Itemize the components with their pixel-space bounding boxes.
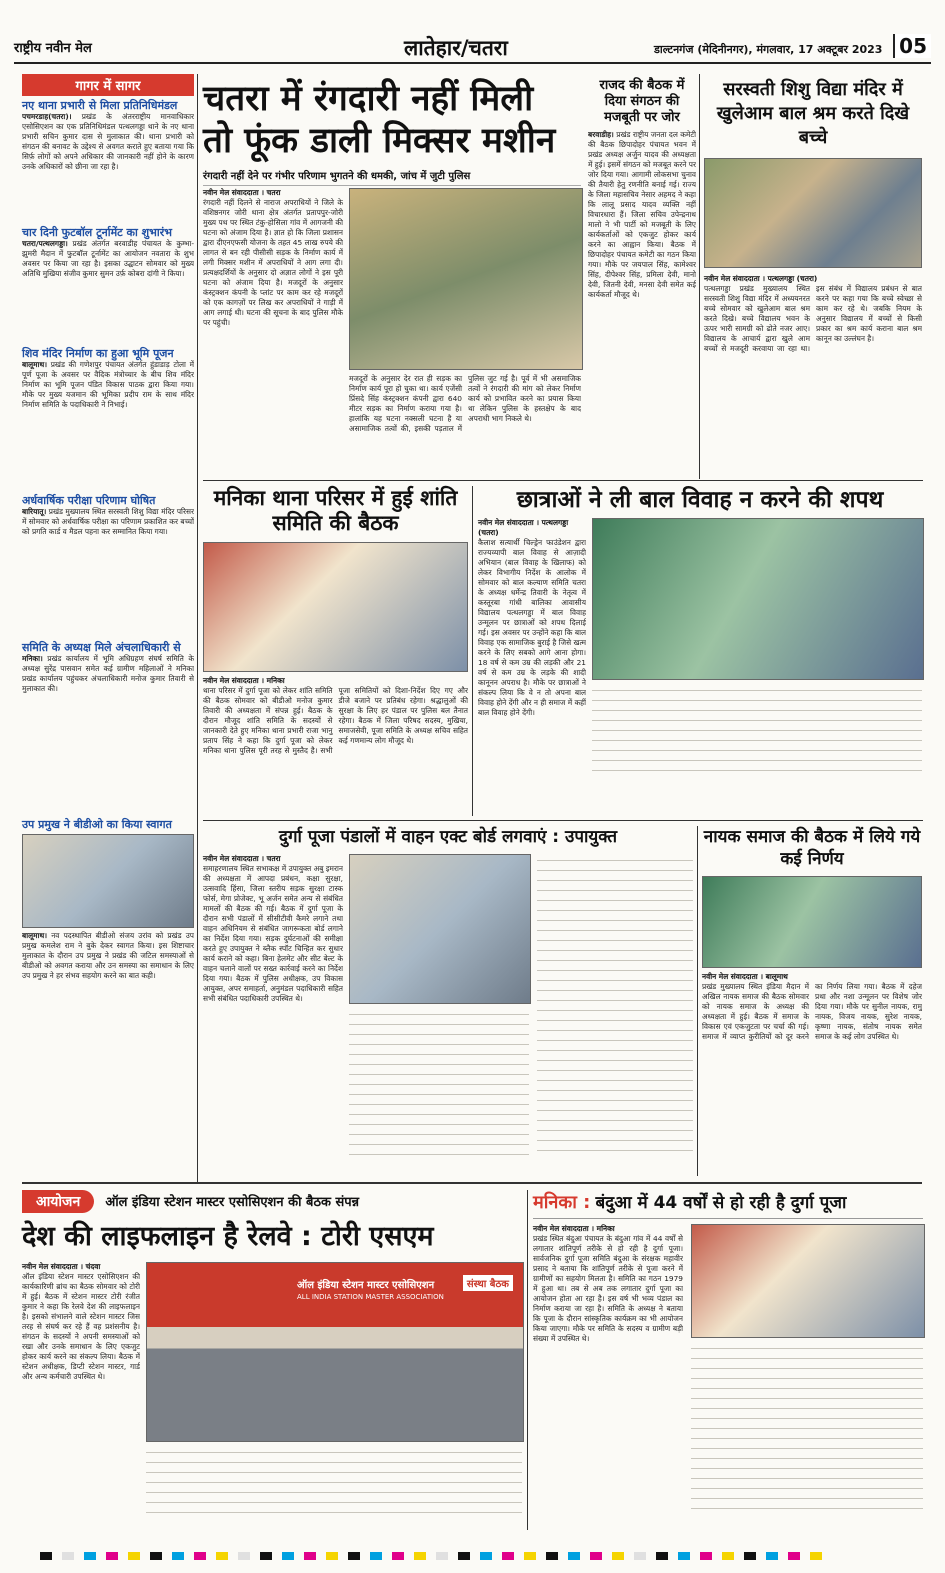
peace-meeting-photo (203, 542, 468, 672)
station-master-photo (146, 1262, 524, 1442)
nayak-story (702, 826, 922, 1176)
brief-text: बालूमाथ। प्रखंड की गणेशपुर पंचायत अंतर्गत हुंडाडाड़ टोला में पूर्ण पूजा के अवसर पर वैदिक मंत्रोच्चार के बीच शिव मंदिर निर्माण का भूमि पूजन पंडित विकास पाठक द्वारा किया गया। मौके पर मुख्य यजमान की भूमिका प्रदीप राम के साथ मंदिर निर्माण समिति के पदाधिकारी ने निभाई। (22, 360, 194, 409)
burnt-mixer-photo (349, 188, 583, 370)
horizontal-rule (22, 1182, 922, 1184)
brief-text: पचमरडाह(चतरा)। प्रखंड के अंतरराष्ट्रीय मानवाधिकार एसोसिएशन का एक प्रतिनिधिमंडल पत्थलगड्डा थाने के नए थाना प्रभारी सचिन कुमार दास से मुलाकात की। थाना प्रभारी को संगठन की बनावट के उद्देश्य से अवगत कराते हुए बताया गया कि सिर्फ़ लोगों को अपने अधिकार की जानकारी नहीं होने के कारण उनके अधिकारों को छीना जा रहा है। (22, 112, 194, 171)
column-divider (527, 1190, 528, 1530)
chhatra-text: कैलाश सत्यार्थी चिल्ड्रेन फाउंडेशन द्वारा राज्यव्यापी बाल विवाह से आज़ादी अभियान (बाल विवाह के खिलाफ) को लेकर विभागीय निर्देश के आलोक में सोमवार को बाल कल्याण समिति चतरा के अध्यक्ष धर्मेन्द्र तिवारी के नेतृत्व में कस्तूरबा गांधी बालिका आवासीय विद्यालय पत्थलगड्डा में बाल विवाह उन्मूलन पर छात्राओं को शपथ दिलाई गई। इस अवसर पर उन्होंने कहा कि बाल विवाह एक सामाजिक बुराई है जिसे खत्म करने के लिए सबको आगे आना होगा। 18 वर्ष से कम उम्र की लड़की और 21 वर्ष से कम उम्र के लड़के की शादी कानूनन अपराध है। मौके पर छात्राओं ने संकल्प लिया कि वे न तो अपना बाल विवाह होने देंगी और न ही समाज में कहीं बाल विवाह होने देंगी। (478, 538, 586, 717)
rjd-text: बरवाडीह। प्रखंड राष्ट्रीय जनता दल कमेटी की बैठक छिपादोहर पंचायत भवन में प्रखंड अध्यक्ष अर्जुन यादव की अध्यक्षता में हुई। इसमें संगठन को मजबूत करने पर जोर दिया गया। आगामी लोकसभा चुनाव की तैयारी हेतु रणनीति बनाई गई। राज्य के जिला महासचिव नेसार अहमद ने कहा कि लालू प्रसाद यादव व्यक्ति नहीं विचारधारा हैं। जिला सचिव उपेन्द्रनाथ मालो ने भी पार्टी को मजबूती के लिए कार्यकर्ताओं को एकजुट होकर कार्य करने का आह्वान किया। बैठक में छिपादोहर पंचायत कमेटी का गठन किया गया। मौके पर जयपाल सिंह, कामेश्वर सिंह, दीपेश्वर सिंह, प्रमिला देवी, मानो देवी, जितनी देवी, मनसा देवी समेत कई कार्यकर्ता मौजूद थे। (588, 130, 696, 299)
newspaper-logo: राष्ट्रीय नवीन मेल (14, 41, 92, 56)
print-color-bar (40, 1545, 920, 1555)
left-column-band: गागर में सागर (22, 74, 194, 96)
brief-item (22, 347, 194, 490)
column-divider (697, 826, 698, 1176)
manika-durga-headline: बंदुआ में 44 वर्षों से हो रही है दुर्गा पूजा (595, 1193, 847, 1213)
manika-shanti-headline: मनिका थाना परिसर में हुई शांति समिति की बैठक (213, 486, 458, 535)
nayak-headline: नायक समाज की बैठक में लिये गये कई निर्णय (703, 827, 921, 869)
lead-text-a: रंगदारी नहीं दिलने से नाराज अपराधियों ने जिले के वशिष्ठनगर जोरी थाना क्षेत्र अंतर्गत प्रतापपुर-जोरी मुख्य पथ पर स्थित टंकु-होसिला गांव में आगजनी की घटना को अंजाम दिया है। ज्ञात हो कि जिला प्रशासन द्वारा दीएनएफसी योजना के तहत 45 लाख रुपये की लागत से बन रही पीसीसी सड़क के निर्माण कार्य में लगी मिक्सर मशीन में अपराधियों ने आग लगा दी। प्रत्यक्षदर्शियों के अनुसार दो अज्ञात लोगों ने इस पूरी घटना को अंजाम दिया है। मजदूरों के अनुसार कंस्ट्रक्शन कंपनी के प्लांट पर काम कर रहे मजदूरों को एक कागज़ों पर लिख कर अपराधियों ने गाड़ी में आग लगाई थी। घटना की सूचना के बाद पुलिस मौके पर पहुंची। (203, 198, 343, 327)
dateline: डाल्टनगंज (मेदिनीनगर), मंगलवार, 17 अक्टूबर 2023 (654, 43, 883, 56)
ayojan-text: ऑल इंडिया स्टेशन मास्टर एसोसिएशन की कार्यकारिणी ब्रांच का बैठक सोमवार को टोरी में हुई। बैठक में स्टेशन मास्टर टोरी रंजीत कुमार ने कहा कि रेलवे देश की लाइफलाइन है। इसको संभालने वाले स्टेशन मास्टर जिस तरह से संघर्ष कर रहे हैं वह प्रशंसनीय है। संगठन के सदस्यों ने अपनी समस्याओं को रखा और उनके समाधान के लिए एकजुट होकर कार्य करने का संकल्प लिया। बैठक में स्टेशन अधीक्षक, डिप्टी स्टेशन मास्टर, गार्ड और अन्य कर्मचारी उपस्थित थे। (22, 1272, 140, 1381)
page-number: 05 (893, 34, 931, 58)
masthead (14, 34, 931, 64)
saraswati-byline: नवीन मेल संवाददाता । पत्थलगड्डा (चतरा) (704, 274, 818, 283)
manika-shanti-story (203, 486, 468, 816)
manika-durga-byline: नवीन मेल संवाददाता । मनिका (533, 1224, 615, 1233)
horizontal-rule (203, 480, 923, 481)
brief-headline: उप प्रमुख ने बीडीओ का किया स्वागत (22, 818, 172, 831)
brief-headline: अर्धवार्षिक परीक्षा परिणाम घोषित (22, 494, 156, 507)
chhatra-story (478, 486, 922, 816)
brief-headline: चार दिनी फुटबॉल टूर्नामेंट का शुभारंभ (22, 226, 172, 239)
brief-headline: नए थाना प्रभारी से मिला प्रतिनिधिमंडल (22, 99, 178, 112)
saraswati-story (704, 78, 922, 478)
lead-byline: नवीन मेल संवाददाता । चतरा (203, 188, 281, 197)
ayojan-text-continued (146, 1446, 522, 1520)
brief-item (22, 494, 194, 637)
rjd-story (588, 78, 696, 480)
durga-vahan-story (203, 826, 693, 1176)
photo-banner-sanstha: संस्था बैठक (463, 1275, 513, 1291)
ayojan-tag: आयोजन (22, 1190, 94, 1213)
durga-vahan-text: समाहरणालय स्थित सभाकक्ष में उपायुक्त अबु इमरान की अध्यक्षता में आपदा प्रबंधन, कक्षा सुरक्षा, उत्सवादि हिंसा, जिला स्तरीय सड़क सुरक्षा टास्क फोर्स, मेगा प्रोजेक्ट, भू अर्जन समेत अन्य से संबंधित मामलों की बैठक की गई। बैठक में दुर्गा पूजा के दौरान सभी पंडालों में सीसीटीवी कैमरे लगाने तथा वाहन अधिनियम से संबंधित जागरूकता बोर्ड लगाने का निर्देश दिया गया। सड़क दुर्घटनाओं की समीक्षा करते हुए उपायुक्त ने ब्लैक स्पॉट चिन्हित कर सुधार कार्य कराने को कहा। बिना हेलमेट और सीट बेल्ट के वाहन चलाने वालों पर सख्त कार्रवाई करने का निर्देश दिया गया। बैठक में पुलिस अधीक्षक, उप विकास आयुक्त, अपर समाहर्ता, अनुमंडल पदाधिकारी सहित सभी संबंधित पदाधिकारी उपस्थित थे। (203, 864, 343, 1003)
brief-headline: शिव मंदिर निर्माण का हुआ भूमि पूजन (22, 347, 174, 360)
horizontal-rule (203, 820, 923, 821)
durga-vahan-byline: नवीन मेल संवाददाता । चतरा (203, 854, 281, 863)
nayak-meeting-photo (702, 876, 922, 968)
manika-durga-text-continued (691, 1342, 923, 1514)
ayojan-title: ऑल इंडिया स्टेशन मास्टर एसोसिएशन की बैठक संपन्न (105, 1195, 360, 1210)
school-labour-photo (704, 158, 922, 268)
durga-vahan-text-continued (537, 854, 693, 1156)
chhatra-byline: नवीन मेल संवाददाता । पत्थलगड्डा (चतरा) (478, 518, 569, 537)
saraswati-text: पत्थलगड्डा प्रखंड मुख्यालय स्थित सरस्वती शिशु विद्या मंदिर में अध्ययनरत बच्चे सोमवार को खुलेआम बाल श्रम करते दिखे। बच्चे विद्यालय भवन के ऊपर भारी सामग्री को ढोते नजर आए। विद्यालय के आचार्य द्वारा खुले आम बच्चों से मजदूरी करवाया जा रहा था। इस संबंध में विद्यालय प्रबंधन से बात करने पर कहा गया कि बच्चे स्वेच्छा से काम कर रहे थे। जबकि नियम के अनुसार विद्यालय में बच्चों से किसी प्रकार का श्रम कार्य कराना बाल श्रम कानून का उल्लंघन है। (704, 284, 922, 353)
lead-text-b: मजदूरों के अनुसार देर रात ही सड़क का निर्माण कार्य पूरा हो चुका था। कार्य एजेंसी प्रिंसदे सिंह कंस्ट्रक्शन कंपनी द्वारा 640 मीटर सड़क का निर्माण कराया गया है। हालांकि यह घटना नक्सली घटना है या असामाजिक तत्वों की, इसकी पड़ताल में पुलिस जुट गई है। पूर्व में भी असमाजिक तत्वों ने रंगदारी की मांग को लेकर निर्माण कार्य को प्रभावित करने का प्रयास किया था लेकिन पुलिस के हस्तक्षेप के बाद अपराधी भाग निकले थे। (349, 374, 581, 433)
durga-committee-photo (691, 1224, 925, 1338)
lead-headline-line-1: चतरा में रंगदारी नहीं मिली (203, 79, 534, 119)
durga-vahan-headline: दुर्गा पूजा पंडालों में वाहन एक्ट बोर्ड लगवाएं : उपायुक्त (278, 827, 618, 847)
ayojan-story (22, 1190, 522, 1540)
students-oath-photo (592, 518, 924, 680)
chhatra-text-continued (592, 684, 922, 776)
brief-item (22, 641, 194, 814)
bdo-welcome-photo (22, 834, 194, 928)
saraswati-headline: सरस्वती शिशु विद्या मंदिर में खुलेआम बाल श्रम करते दिखे बच्चे (716, 79, 910, 148)
manika-shanti-text: थाना परिसर में दुर्गा पूजा को लेकर शांति समिति की बैठक सोमवार को बीडीओ मनोज कुमार तिवारी की अध्यक्षता में संपन्न हुई। बैठक के दौरान मौजूद शांति समिति के सदस्यों से जानकारी देते हुए मनिका थाना प्रभारी राजा भानु प्रताप सिंह ने कहा कि दुर्गा पूजा को लेकर मनिका थाना पुलिस पूरी तरह से मुस्तैद है। सभी पूजा समितियों को दिशा-निर्देश दिए गए और डीजे बजाने पर प्रतिबंध रहेगा। श्रद्धालुओं की सुरक्षा के लिए हर पंडाल पर पुलिस बल तैनात रहेगा। बैठक में जिला परिषद सदस्य, मुखिया, समाजसेवी, पूजा समिति के अध्यक्ष सचिव सहित कई गणमान्य लोग मौजूद थे। (203, 686, 468, 755)
brief-text: बालूमाथ। नव पदस्थापित बीडीओ संजय उरांव को प्रखंड उप प्रमुख कमलेश राम ने बुके देकर स्वागत किया। इस शिष्टाचार मुलाकात के दौरान उप प्रमुख ने प्रखंड की जटिल समस्याओं से बीडीओ को अवगत कराया और उन समस्या का समाधान के लिए उप प्रमुख ने हर संभव सहयोग करने का बात कही। (22, 931, 194, 980)
column-divider (472, 486, 473, 816)
column-divider (699, 74, 700, 479)
photo-banner-text: ऑल इंडिया स्टेशन मास्टर एसोसिएशन (297, 1280, 435, 1291)
brief-text: चतरा/पत्थलगड्डा। प्रखंड अंतर्गत बरवाडीह पंचायत के कुम्भा-झुमरी मैदान में फुटबॉल टूर्नामेंट का आयोजन नवतारा के शुभ अवसर पर किया जा रहा है। इसका उद्घाटन सोमवार को मुख्य अतिथि मुखिया संजीव कुमार सुमन उर्फ़ कोबरा दांगी ने किया। (22, 239, 194, 278)
brief-text: बारियातू। प्रखंड मुख्यालय स्थित सरस्वती शिशु विद्या मंदिर परिसर में सोमवार को अर्धवार्षिक परीक्षा का परिणाम प्रकाशित कर बच्चों को प्रगति कार्ड व मैडल पहना कर सम्मानित किया गया। (22, 507, 194, 536)
manika-shanti-byline: नवीन मेल संवाददाता । मनिका (203, 676, 285, 685)
ayojan-headline: देश की लाइफलाइन है रेलवे : टोरी एसएम (22, 1221, 434, 1252)
durga-vahan-text-continued (349, 1008, 529, 1156)
section-title: लातेहार/चतरा (404, 36, 508, 60)
nayak-text: प्रखंड मुख्यालय स्थित इंडिया मैदान में अखिल नायक समाज की बैठक सोमवार को नायक समाज के अध्यक्ष की अध्यक्षता में हुई। बैठक में समाज के विकास एवं एकजुटता पर चर्चा की गई। समाज में व्याप्त कुरीतियों को दूर करने का निर्णय लिया गया। बैठक में दहेज प्रथा और नशा उन्मूलन पर विशेष जोर दिया गया। मौके पर सुनील नायक, रामु नायक, विजय नायक, सुरेश नायक, कृष्णा नायक, संतोष नायक समेत समाज के कई लोग उपस्थित थे। (702, 982, 922, 1041)
column-divider (197, 74, 198, 1184)
manika-durga-text: प्रखंड स्थित बंदुआ पंचायत के बंदुआ गांव में 44 वर्षों से लगातार शांतिपूर्ण तरीके से हो रही है दुर्गा पूजा। सार्वजनिक दुर्गा पूजा समिति बंदुआ के संरक्षक महावीर प्रसाद ने बताया कि शांतिपूर्ण तरीके से पूजा करने में ग्रामीणों का सहयोग मिलता है। समिति का गठन 1979 में हुआ था। तब से अब तक लगातार दुर्गा पूजा का आयोजन होता आ रहा है। इस वर्ष भी भव्य पंडाल का निर्माण कराया जा रहा है। समिति के अध्यक्ष ने बताया कि पूजा के दौरान सांस्कृतिक कार्यक्रम का भी आयोजन किया जाएगा। मौके पर समिति के सदस्य व ग्रामीण बड़ी संख्या में उपस्थित थे। (533, 1234, 683, 1343)
brief-item (22, 818, 194, 1081)
brief-item (22, 226, 194, 343)
lead-headline-line-2: तो फूंक डाली मिक्सर मशीन (203, 121, 556, 161)
manika-durga-label: मनिका : (533, 1192, 591, 1213)
manika-durga-story (533, 1190, 923, 1530)
lead-story (203, 78, 581, 478)
rjd-headline: राजद की बैठक में दिया संगठन की मजबूती पर जोर (599, 78, 685, 125)
chhatra-headline: छात्राओं ने ली बाल विवाह न करने की शपथ (516, 487, 884, 513)
photo-banner-sub: ALL INDIA STATION MASTER ASSOCIATION (297, 1293, 444, 1301)
brief-headline: समिति के अध्यक्ष मिले अंचलाधिकारी से (22, 641, 181, 654)
ayojan-byline: नवीन मेल संवाददाता । चंदवा (22, 1262, 101, 1271)
left-column (22, 74, 194, 1174)
nayak-byline: नवीन मेल संवाददाता । बालूमाथ (702, 972, 788, 981)
lead-subhead: रंगदारी नहीं देने पर गंभीर परिणाम भुगतने की धमकी, जांच में जुटी पुलिस (203, 168, 581, 186)
brief-text: मनिका। प्रखंड कार्यालय में भूमि अधिग्रहण संघर्ष समिति के अध्यक्ष सुरेंद्र पासवान समेत कई ग्रामीण महिलाओं ने मनिका प्रखंड कार्यालय पहुंचकर अंचलाधिकारी मनोज कुमार तिवारी से मुलाकात की। (22, 654, 194, 693)
conference-hall-photo (349, 854, 531, 1004)
brief-item (22, 99, 194, 222)
